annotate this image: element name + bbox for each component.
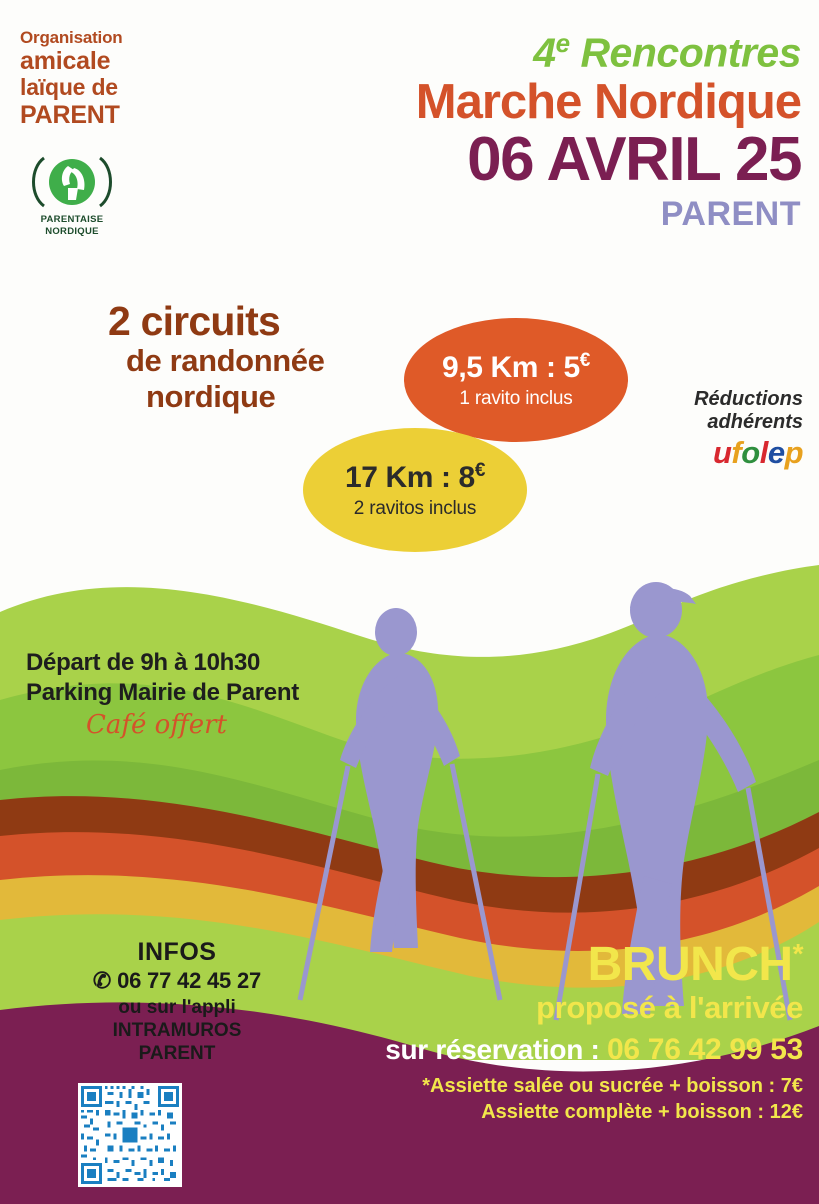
title-block — [416, 30, 801, 231]
logo-text-line-1: PARENTAISE — [40, 214, 104, 225]
brunch-block — [258, 940, 803, 1125]
edition-suffix: e — [555, 28, 570, 58]
circuit-option-1 — [404, 318, 628, 442]
reductions-line-2: adhérents — [707, 411, 803, 433]
circuit-2-distance-price: 17 Km : 8 — [345, 460, 475, 494]
organiser-line-2: amicale — [20, 47, 111, 76]
phone-icon: ✆ — [92, 968, 112, 993]
departure-info — [26, 648, 299, 741]
circuit-1-distance-price: 9,5 Km : 5 — [442, 350, 580, 384]
circuit-2-currency: € — [474, 459, 485, 481]
reductions-block — [694, 388, 803, 468]
edition-title — [416, 30, 801, 74]
circuits-heading-line-3: nordique — [146, 378, 276, 414]
reductions-line-1: Réductions — [694, 388, 803, 410]
departure-time: Départ de 9h à 10h30 — [26, 649, 261, 676]
circuits-heading-line-1: 2 circuits — [108, 298, 281, 344]
organiser-line-1: Organisation — [20, 28, 123, 47]
infos-app-line-3: PARENT — [138, 1043, 216, 1065]
circuit-1-currency: € — [579, 349, 590, 371]
ufolep-letter-6: p — [784, 435, 803, 470]
parentaise-nordique-logo — [24, 152, 120, 238]
organiser-block — [20, 28, 170, 129]
circuit-1-detail: 1 ravito inclus — [459, 387, 573, 409]
event-date: 06 AVRIL 25 — [467, 124, 801, 194]
organiser-line-3: laïque de — [20, 74, 118, 101]
circuits-heading-line-2: de randonnée — [126, 343, 325, 379]
brunch-reservation-phone: 06 76 42 99 53 — [607, 1033, 803, 1067]
brunch-reservation-label: sur réservation : — [385, 1034, 607, 1066]
departure-location: Parking Mairie de Parent — [26, 679, 299, 706]
ufolep-letter-4: l — [759, 435, 768, 470]
free-coffee-note: Café offert — [86, 710, 228, 740]
ufolep-letter-5: e — [767, 435, 785, 470]
edition-word: Rencontres — [580, 29, 801, 76]
event-place: PARENT — [660, 194, 801, 233]
circuits-heading — [108, 300, 324, 414]
qr-code[interactable] — [78, 1083, 182, 1187]
organiser-line-4: PARENT — [20, 100, 120, 129]
infos-app-line-1: ou sur l'appli — [118, 997, 236, 1018]
ufolep-logo — [694, 437, 803, 468]
brunch-note-line-1: *Assiette salée ou sucrée + boisson : 7€ — [422, 1075, 803, 1098]
infos-app-line-2: INTRAMUROS — [112, 1020, 242, 1042]
ufolep-letter-2: f — [731, 435, 742, 470]
logo-text-line-2: NORDIQUE — [45, 225, 99, 237]
brunch-title: BRUNCH — [587, 938, 793, 991]
discipline-title: Marche Nordique — [415, 74, 801, 129]
brunch-title-asterisk: * — [792, 938, 803, 969]
infos-title: INFOS — [137, 938, 217, 966]
ufolep-letter-1: u — [712, 435, 732, 470]
ufolep-letter-3: o — [741, 435, 760, 470]
brunch-note-line-2: Assiette complète + boisson : 12€ — [481, 1101, 803, 1124]
brunch-subtitle: proposé à l'arrivée — [536, 990, 803, 1025]
infos-phone: 06 77 42 45 27 — [117, 968, 262, 993]
circuit-option-2 — [303, 428, 527, 552]
walker-in-circle-icon — [24, 152, 120, 212]
circuit-2-detail: 2 ravitos inclus — [353, 497, 477, 519]
edition-number: 4 — [533, 29, 556, 76]
